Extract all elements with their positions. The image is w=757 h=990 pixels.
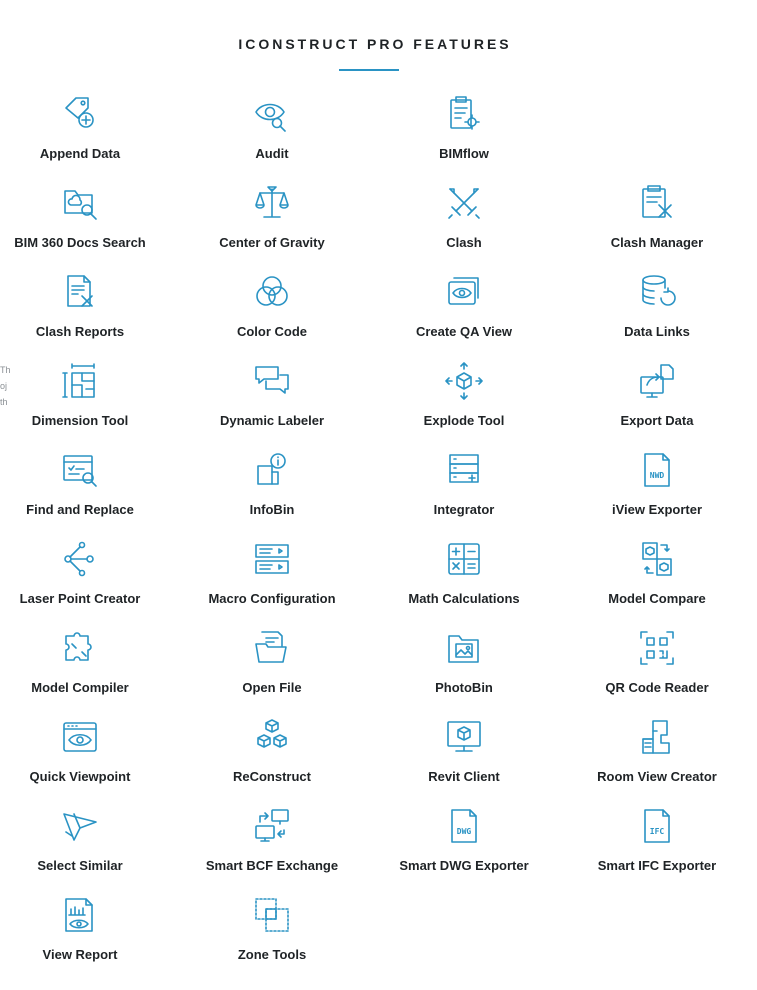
feature-label: Create QA View <box>415 324 513 339</box>
feature-math-calculations[interactable] <box>364 535 564 624</box>
feature-label: Math Calculations <box>408 591 520 606</box>
feature-clash-manager[interactable] <box>557 179 757 268</box>
feature-label: Dynamic Labeler <box>219 413 325 428</box>
feature-center-of-gravity[interactable] <box>172 179 372 268</box>
floorplan-dimension-icon <box>60 361 100 401</box>
feature-label: Model Compare <box>608 591 706 606</box>
feature-qr-code-reader[interactable] <box>557 624 757 713</box>
dashed-squares-icon <box>252 895 292 935</box>
feature-room-view-creator[interactable] <box>557 713 757 802</box>
monitors-exchange-icon <box>252 806 292 846</box>
feature-infobin[interactable] <box>172 446 372 535</box>
monitor-export-icon <box>637 361 677 401</box>
feature-label: Integrator <box>433 502 495 517</box>
feature-reconstruct[interactable] <box>172 713 372 802</box>
feature-label: Zone Tools <box>237 947 307 962</box>
feature-grid <box>0 90 750 980</box>
title-underline <box>339 69 399 71</box>
feature-label: iView Exporter <box>611 502 703 517</box>
window-eye-icon <box>444 272 484 312</box>
feature-create-qa-view[interactable] <box>364 268 564 357</box>
file-dwg-icon <box>444 806 484 846</box>
feature-integrator[interactable] <box>364 446 564 535</box>
feature-label: Smart IFC Exporter <box>597 858 717 873</box>
feature-color-code[interactable] <box>172 268 372 357</box>
feature-label: Smart DWG Exporter <box>399 858 529 873</box>
feature-label: BIMflow <box>439 146 489 161</box>
stacked-panels-icon <box>252 539 292 579</box>
puzzle-icon <box>60 628 100 668</box>
feature-label: Quick Viewpoint <box>29 769 131 784</box>
clipboard-gear-icon <box>444 94 484 134</box>
feature-zone-tools[interactable] <box>172 891 372 980</box>
cubes-swap-icon <box>637 539 677 579</box>
network-nodes-icon <box>60 539 100 579</box>
feature-quick-viewpoint[interactable] <box>0 713 180 802</box>
feature-macro-configuration[interactable] <box>172 535 372 624</box>
feature-label: Open File <box>242 680 302 695</box>
feature-label: Laser Point Creator <box>19 591 141 606</box>
feature-audit[interactable] <box>172 90 372 179</box>
stacked-cubes-icon <box>252 717 292 757</box>
feature-laser-point-creator[interactable] <box>0 535 180 624</box>
document-swords-icon <box>60 272 100 312</box>
feature-smart-bcf-exchange[interactable] <box>172 802 372 891</box>
cube-arrows-icon <box>444 361 484 401</box>
feature-dynamic-labeler[interactable] <box>172 357 372 446</box>
crossed-swords-icon <box>444 183 484 223</box>
tag-plus-icon <box>60 94 100 134</box>
window-search-icon <box>60 450 100 490</box>
feature-select-similar[interactable] <box>0 802 180 891</box>
open-folder-icon <box>252 628 292 668</box>
feature-label: Find and Replace <box>26 502 134 517</box>
file-nwd-icon <box>637 450 677 490</box>
feature-iview-exporter[interactable] <box>557 446 757 535</box>
feature-label: Export Data <box>620 413 694 428</box>
database-refresh-icon <box>637 272 677 312</box>
feature-explode-tool[interactable] <box>364 357 564 446</box>
feature-bimflow[interactable] <box>364 90 564 179</box>
feature-label: BIM 360 Docs Search <box>14 235 146 250</box>
paper-plane-icon <box>60 806 100 846</box>
feature-label: Audit <box>255 146 289 161</box>
feature-revit-client[interactable] <box>364 713 564 802</box>
report-eye-icon <box>60 895 100 935</box>
feature-label: Smart BCF Exchange <box>205 858 339 873</box>
feature-find-and-replace[interactable] <box>0 446 180 535</box>
browser-eye-icon <box>60 717 100 757</box>
feature-model-compare[interactable] <box>557 535 757 624</box>
feature-label: Clash Manager <box>610 235 704 250</box>
server-plus-icon <box>444 450 484 490</box>
feature-label: Clash <box>446 235 482 250</box>
feature-photobin[interactable] <box>364 624 564 713</box>
feature-view-report[interactable] <box>0 891 180 980</box>
eye-search-icon <box>252 94 292 134</box>
feature-append-data[interactable] <box>0 90 180 179</box>
feature-label: Model Compiler <box>31 680 129 695</box>
feature-label: Color Code <box>236 324 308 339</box>
speech-bubbles-icon <box>252 361 292 401</box>
box-info-icon <box>252 450 292 490</box>
clipboard-swords-icon <box>637 183 677 223</box>
feature-data-links[interactable] <box>557 268 757 357</box>
file-ifc-icon <box>637 806 677 846</box>
feature-label: View Report <box>42 947 118 962</box>
svg-text:DWG: DWG <box>456 827 472 836</box>
feature-label: Room View Creator <box>597 769 717 784</box>
feature-label: QR Code Reader <box>605 680 709 695</box>
svg-text:NWD: NWD <box>649 471 665 480</box>
feature-smart-dwg-exporter[interactable] <box>364 802 564 891</box>
feature-label: Data Links <box>624 324 690 339</box>
feature-label: Explode Tool <box>423 413 505 428</box>
feature-label: Dimension Tool <box>31 413 129 428</box>
feature-label: Select Similar <box>37 858 123 873</box>
qr-code-icon <box>637 628 677 668</box>
feature-dimension-tool[interactable] <box>0 357 180 446</box>
feature-label: Macro Configuration <box>208 591 336 606</box>
feature-label: ReConstruct <box>232 769 311 784</box>
side-text-snippet: Th oj th <box>0 365 11 407</box>
feature-model-compiler[interactable] <box>0 624 180 713</box>
feature-label: Center of Gravity <box>219 235 325 250</box>
feature-label: InfoBin <box>249 502 295 517</box>
folder-cloud-search-icon <box>60 183 100 223</box>
feature-export-data[interactable] <box>557 357 757 446</box>
feature-open-file[interactable] <box>172 624 372 713</box>
page-title: ICONSTRUCT PRO FEATURES <box>238 36 512 52</box>
feature-label: Append Data <box>39 146 121 161</box>
folder-image-icon <box>444 628 484 668</box>
feature-label: Revit Client <box>428 769 500 784</box>
svg-text:IFC: IFC <box>649 827 665 836</box>
venn-circles-icon <box>252 272 292 312</box>
feature-label: PhotoBin <box>435 680 493 695</box>
feature-smart-ifc-exporter[interactable] <box>557 802 757 891</box>
feature-clash-reports[interactable] <box>0 268 180 357</box>
calculator-icon <box>444 539 484 579</box>
monitor-cube-icon <box>444 717 484 757</box>
feature-bim-360-docs-search[interactable] <box>0 179 180 268</box>
scale-icon <box>252 183 292 223</box>
feature-label: Clash Reports <box>35 324 125 339</box>
feature-clash[interactable] <box>364 179 564 268</box>
room-plan-icon <box>637 717 677 757</box>
